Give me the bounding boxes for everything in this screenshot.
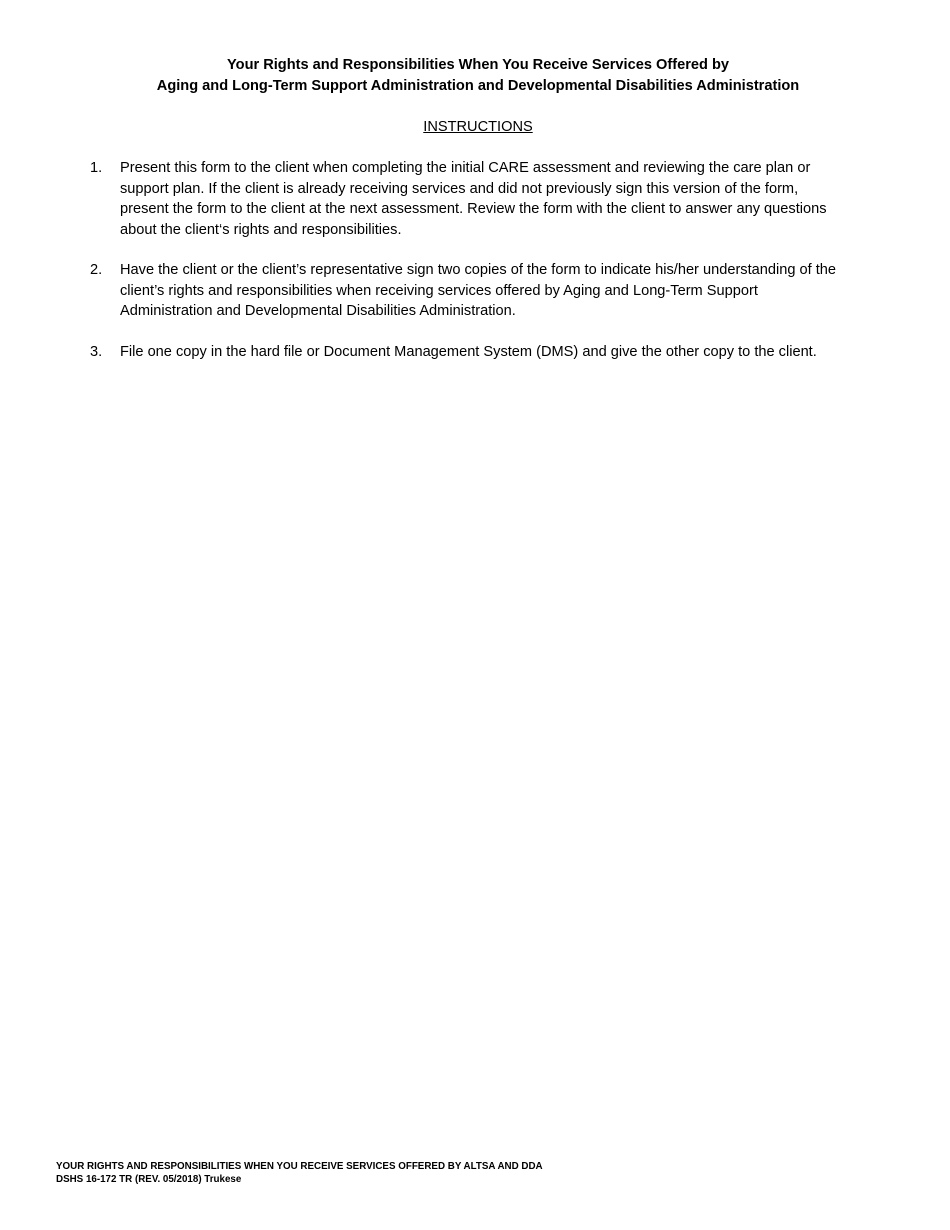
instruction-item-2: [90, 260, 890, 322]
document-title-line-2: Aging and Long-Term Support Administration and Developmental Disabilities Administration: [156, 78, 800, 94]
form-footer: [56, 1160, 543, 1186]
instruction-text: Have the client or the client’s representative sign two copies of the form to indicate his/her understanding of the client’s rights and responsibilities when receiving services offered by Aging and Long-Term Support Administration and Developmental Disabilities Administration.: [120, 262, 837, 319]
footer-form-number: DSHS 16-172 TR (REV. 05/2018) Trukese: [56, 1174, 242, 1185]
instruction-number: 2.: [90, 262, 103, 278]
footer-form-title: YOUR RIGHTS AND RESPONSIBILITIES WHEN YOU RECEIVE SERVICES OFFERED BY ALTSA AND DDA: [56, 1161, 543, 1172]
instruction-list: [90, 158, 890, 382]
instruction-number: 3.: [90, 343, 103, 360]
document-title-line-1: Your Rights and Responsibilities When You Receive Services Offered by: [227, 57, 729, 73]
instruction-number: 1.: [90, 160, 103, 176]
instruction-text: File one copy in the hard file or Document Management System (DMS) and give the other copy to the client.: [120, 343, 817, 360]
document-title: [0, 55, 950, 97]
instruction-item-3: [90, 342, 890, 363]
instructions-heading: INSTRUCTIONS: [423, 119, 533, 135]
instruction-item-1: [90, 158, 890, 240]
instruction-text: Present this form to the client when completing the initial CARE assessment and reviewing the care plan or support plan. If the client is already receiving services and did not previously sign this version of the form, present the form to the client at the next assessment. Review the form with the client to answer any questions about the client‘s rights and responsibilities.: [120, 160, 827, 238]
